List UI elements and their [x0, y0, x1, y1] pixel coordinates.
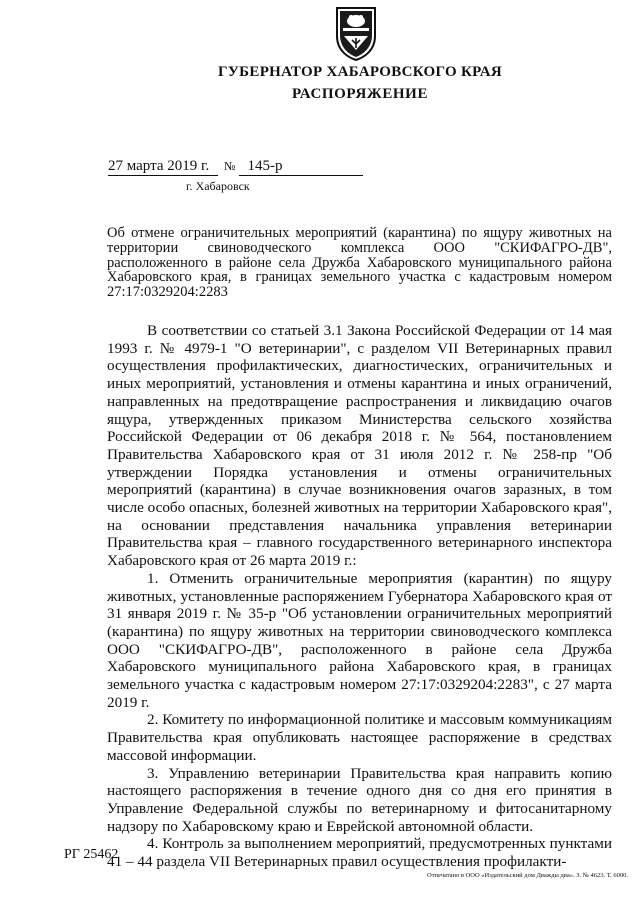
city: г. Хабаровск — [186, 179, 250, 193]
registration-number: РГ 25462 — [64, 847, 119, 862]
coat-of-arms-icon — [331, 4, 381, 62]
preamble-paragraph: В соответствии со статьей 3.1 Закона Российской Федерации от 14 мая 1993 г. № 4979-1 "О ветеринарии", с разделом VII Ветеринарных правил осуществления профилактических, диагностических, ограничительных и иных мероприятий, установления и отмены карантина и иных ограничений, направленных на предотвращение распространения и ликвидацию очагов ящура, утвержденных приказом Министерства сельского хозяйства Российской Федерации от 06 декабря 2018 г. № 564, постановлением Правительства Хабаровского края от 31 июля 2012 г. № 258-пр "Об утверждении Порядка установления и отмены ограничительных мероприятий (карантина) в случае возникновения очагов заразных, в том числе особо опасных, болезней животных на территории Хабаровского края", на основании представления начальника управления ветеринарии Правительства края – главного государственного ветеринарного инспектора Хабаровского края от 26 марта 2019 г.: — [107, 322, 612, 570]
document-title: Об отмене ограничительных мероприятий (карантина) по ящуру животных на территории свиноводческого комплекса ООО "СКИФАГРО-ДВ", расположенного в районе села Дружба Хабаровского муниципального района Хабаровского края, в границах земельного участка с кадастровым номером 27:17:0329204:2283 — [107, 225, 612, 301]
number-label: № — [224, 159, 236, 173]
document-type: РАСПОРЯЖЕНИЕ — [291, 86, 429, 102]
clause-4: 4. Контроль за выполнением мероприятий, предусмотренных пунктами 41 – 44 раздела VII Ветеринарных правил осуществления профилакти- — [107, 835, 612, 871]
clause-3: 3. Управлению ветеринарии Правительства края направить копию настоящего распоряжения в течение одного дня со дня его принятия в Управление Федеральной службы по ветеринарному и фитосанитарному надзору по Хабаровскому краю и Еврейской автономной области. — [107, 764, 612, 835]
date-number-line — [108, 158, 363, 176]
issuing-authority: ГУБЕРНАТОР ХАБАРОВСКОГО КРАЯ — [218, 64, 502, 80]
clause-1: 1. Отменить ограничительные мероприятия (карантин) по ящуру животных, установленные распоряжением Губернатора Хабаровского края от 31 января 2019 г. № 35-р "Об установлении ограничительных мероприятий (карантина) по ящуру животных на территории свиноводческого комплекса ООО "СКИФАГРО-ДВ", расположенного в районе села Дружба Хабаровского муниципального района Хабаровского края, в границах земельного участка с кадастровым номером 27:17:0329204:2283", с 27 марта 2019 г. — [107, 569, 612, 711]
printer-note: Отпечатано в ООО «Издательский дом Дважды два». З. № 4623. Т. 6000. — [427, 872, 628, 879]
document-number: 145-р — [239, 158, 363, 176]
document-body — [107, 322, 612, 871]
document-date: 27 марта 2019 г. — [108, 158, 218, 176]
clause-2: 2. Комитету по информационной политике и массовым коммуникациям Правительства края опубликовать настоящее распоряжение в средствах массовой информации. — [107, 711, 612, 764]
